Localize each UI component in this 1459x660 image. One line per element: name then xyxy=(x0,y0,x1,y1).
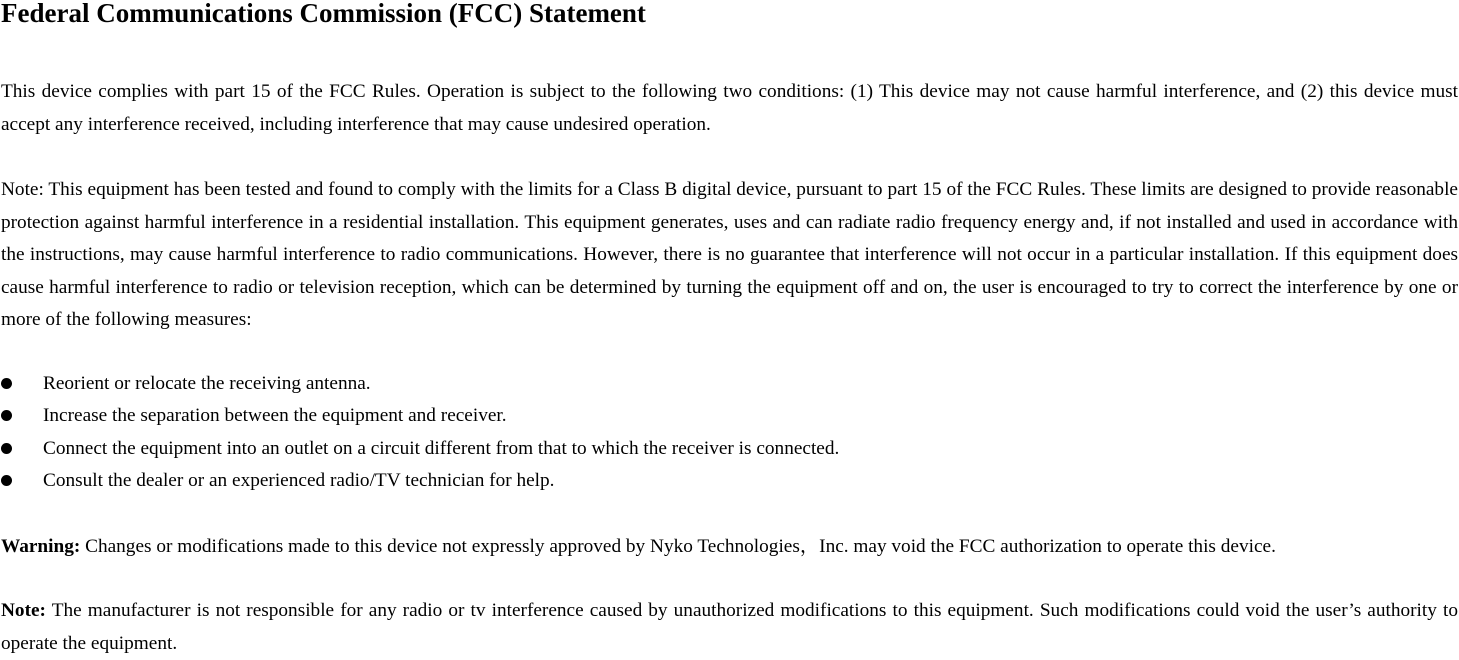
class-b-note-paragraph: Note: This equipment has been tested and found to comply with the limits for a Class B digital device, pursuant to part 15 of the FCC Rules. These limits are designed to provide reasonable protection against harmful interference in a residential installation. This equipment generates, uses and can radiate radio frequency energy and, if not installed and used in accordance with the instructions, may cause harmful interference to radio communications. However, there is no guarantee that interference will not occur in a particular installation. If this equipment does cause harmful interference to radio or television reception, which can be determined by turning the equipment off and on, the user is encouraged to try to correct the interference by one or more of the following measures: xyxy=(1,179,1458,331)
bullet-icon xyxy=(1,378,12,389)
bullet-icon xyxy=(1,410,12,421)
list-item xyxy=(0,368,839,400)
measure-text: Consult the dealer or an experienced radio/TV technician for help. xyxy=(43,470,555,492)
list-item xyxy=(0,433,839,465)
bullet-icon xyxy=(1,443,12,454)
page-title: Federal Communications Commission (FCC) Statement xyxy=(1,0,646,28)
manufacturer-note-paragraph xyxy=(1,595,1458,660)
warning-label: Warning: xyxy=(1,536,81,557)
note-label: Note: xyxy=(1,600,46,621)
measure-text: Reorient or relocate the receiving antenna. xyxy=(43,373,371,394)
measures-list xyxy=(0,368,839,498)
measure-text: Increase the separation between the equipment and receiver. xyxy=(43,405,507,427)
warning-paragraph xyxy=(1,531,1458,564)
compliance-paragraph: This device complies with part 15 of the FCC Rules. Operation is subject to the following two conditions: (1) This device may not cause harmful interference, and (2) this device must accept any interference received, including interference that may cause undesired operation. xyxy=(1,81,1458,135)
list-item xyxy=(0,465,839,497)
bullet-icon xyxy=(1,475,12,486)
list-item xyxy=(0,400,839,432)
note-text: The manufacturer is not responsible for any radio or tv interference caused by unauthorized modifications to this equipment. Such modifications could void the user’s authority to operate the equipment. xyxy=(1,600,1458,654)
warning-text: Changes or modifications made to this device not expressly approved by Nyko Technologies，Inc. may void the FCC authorization to operate this device. xyxy=(80,536,1276,557)
measure-text: Connect the equipment into an outlet on a circuit different from that to which the receiver is connected. xyxy=(43,437,840,459)
